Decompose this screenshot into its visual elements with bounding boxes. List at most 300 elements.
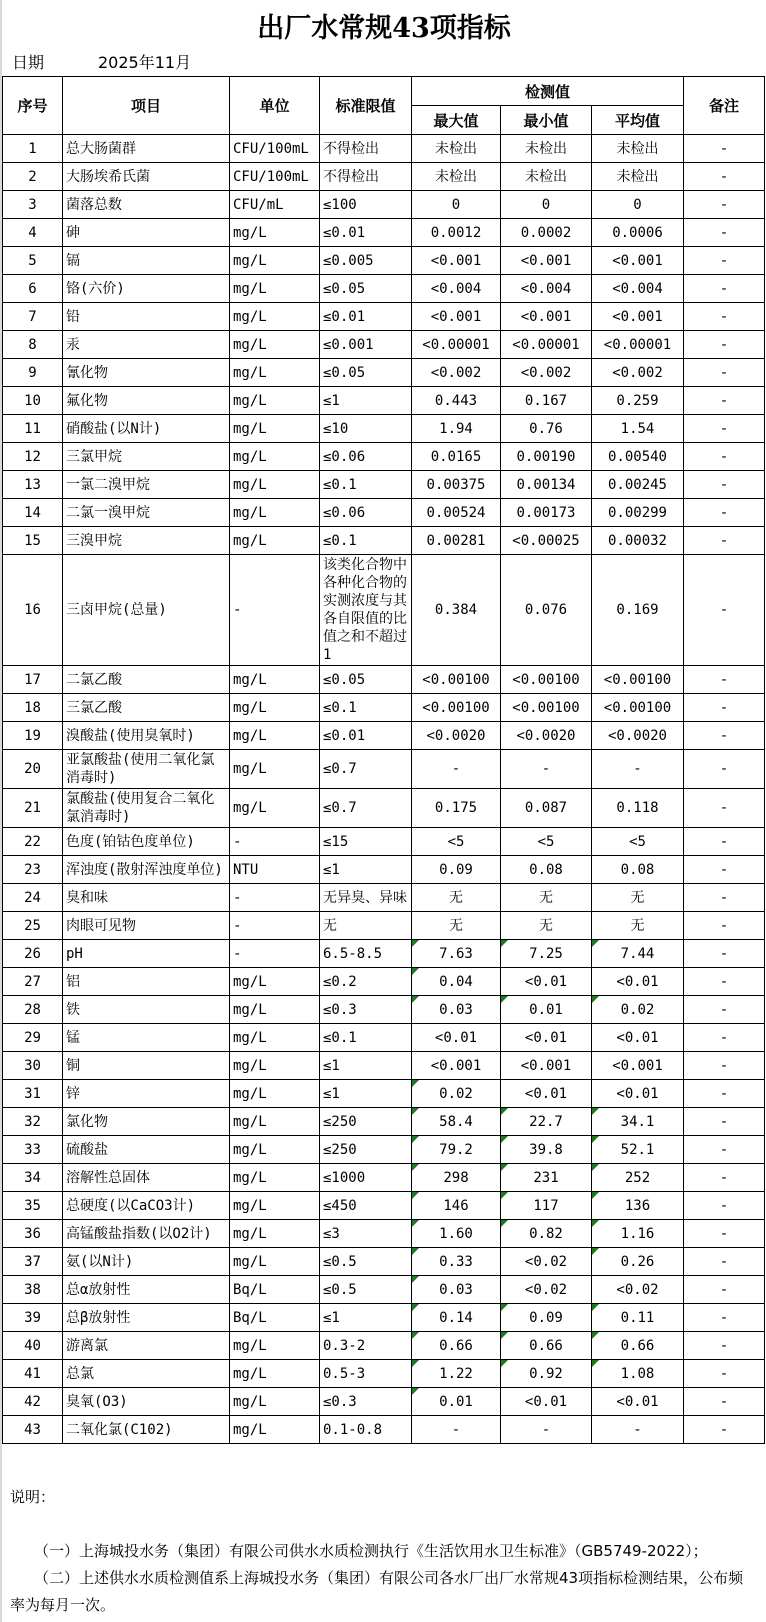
max-value-text: 0.66: [439, 1337, 473, 1354]
header-item: 项目: [63, 77, 230, 135]
cell-limit: [320, 1164, 412, 1192]
cell-min-value: [501, 219, 592, 247]
min-value-text: 0.00134: [516, 476, 576, 493]
cell-item: [63, 1052, 230, 1080]
green-triangle-marker: [412, 1080, 419, 1087]
item-text: 总β放射性: [66, 1309, 131, 1326]
avg-value-text: 0.00032: [607, 532, 667, 549]
serial-text: 32: [24, 1113, 41, 1130]
cell-limit: [320, 856, 412, 884]
note-line-2: （二）上述供水水质检测值系上海城投水务（集团）有限公司各水厂出厂水常规43项指标检测结果，公布频率为每月一次。: [10, 1569, 744, 1614]
min-value-text: <0.00025: [512, 532, 580, 549]
cell-serial: [3, 1248, 63, 1276]
unit-text: Bq/L: [233, 1281, 267, 1298]
cell-max-value: [412, 996, 501, 1024]
cell-limit: [320, 135, 412, 163]
cell-unit: [230, 555, 320, 666]
item-text: 一氯二溴甲烷: [66, 476, 150, 493]
note-text: -: [719, 196, 729, 213]
cell-avg-value: [592, 415, 684, 443]
note-text: -: [719, 364, 729, 381]
cell-unit: [230, 135, 320, 163]
item-text: 三卤甲烷(总量): [66, 602, 167, 618]
cell-serial: [3, 163, 63, 191]
cell-min-value: [501, 722, 592, 750]
note-text: -: [719, 252, 729, 269]
cell-avg-value: [592, 1080, 684, 1108]
cell-item: [63, 191, 230, 219]
cell-item: [63, 1192, 230, 1220]
unit-text: -: [233, 833, 242, 850]
note-text: -: [719, 1393, 729, 1410]
serial-text: 29: [24, 1029, 41, 1046]
limit-text: ≤450: [323, 1197, 357, 1214]
green-triangle-marker: [412, 1388, 419, 1395]
unit-text: -: [233, 917, 242, 934]
serial-text: 35: [24, 1197, 41, 1214]
table-row: [3, 219, 765, 247]
cell-min-value: [501, 1416, 592, 1444]
item-text: 铬(六价): [66, 280, 125, 297]
note-text: -: [719, 1085, 729, 1102]
cell-unit: [230, 1416, 320, 1444]
avg-value-text: 52.1: [620, 1141, 655, 1158]
cell-max-value: [412, 912, 501, 940]
unit-text: -: [233, 602, 242, 618]
avg-value-text: <0.00100: [603, 671, 672, 688]
serial-text: 23: [24, 861, 41, 878]
cell-note: [684, 1024, 765, 1052]
table-row: [3, 1024, 765, 1052]
cell-avg-value: [592, 359, 684, 387]
cell-avg-value: [592, 1192, 684, 1220]
note-text: -: [719, 973, 729, 990]
limit-text: ≤3: [323, 1225, 340, 1242]
avg-value-text: 无: [630, 917, 645, 934]
cell-serial: [3, 135, 63, 163]
min-value-text: -: [541, 1421, 551, 1438]
green-triangle-marker: [592, 1136, 599, 1143]
max-value-text: <0.001: [430, 252, 482, 269]
max-value-text: 0.384: [434, 602, 478, 618]
cell-unit: [230, 694, 320, 722]
note-text: -: [719, 224, 729, 241]
cell-limit: [320, 968, 412, 996]
cell-min-value: [501, 1024, 592, 1052]
item-text: 铁: [66, 1001, 80, 1018]
serial-text: 2: [28, 168, 37, 185]
cell-max-value: [412, 1304, 501, 1332]
green-triangle-marker: [501, 996, 508, 1003]
serial-text: 7: [28, 308, 37, 325]
cell-serial: [3, 1276, 63, 1304]
cell-unit: [230, 722, 320, 750]
cell-item: [63, 694, 230, 722]
green-triangle-marker: [501, 1164, 508, 1171]
serial-text: 42: [24, 1393, 41, 1410]
limit-text: ≤1: [323, 392, 340, 409]
min-value-text: 未检出: [525, 140, 567, 157]
limit-text: ≤100: [323, 196, 357, 213]
cell-max-value: [412, 1136, 501, 1164]
green-triangle-marker: [412, 968, 419, 975]
cell-unit: [230, 163, 320, 191]
cell-serial: [3, 912, 63, 940]
cell-item: [63, 471, 230, 499]
limit-text: ≤0.1: [323, 476, 357, 493]
cell-serial: [3, 1024, 63, 1052]
max-value-text: <0.0020: [426, 727, 486, 744]
green-triangle-marker: [412, 1192, 419, 1199]
cell-limit: [320, 996, 412, 1024]
cell-max-value: [412, 1164, 501, 1192]
unit-text: mg/L: [233, 392, 267, 409]
limit-text: ≤0.2: [323, 973, 357, 990]
cell-limit: [320, 1248, 412, 1276]
cell-note: [684, 163, 765, 191]
min-value-text: <0.00100: [512, 699, 580, 716]
cell-serial: [3, 968, 63, 996]
cell-avg-value: [592, 1108, 684, 1136]
date-row: [2, 48, 766, 74]
serial-text: 41: [24, 1365, 41, 1382]
cell-unit: [230, 1052, 320, 1080]
cell-avg-value: [592, 912, 684, 940]
min-value-text: <0.001: [520, 252, 572, 269]
note-text: -: [719, 1001, 729, 1018]
cell-serial: [3, 940, 63, 968]
cell-limit: [320, 275, 412, 303]
cell-min-value: [501, 1192, 592, 1220]
unit-text: mg/L: [233, 1057, 267, 1074]
cell-serial: [3, 555, 63, 666]
note-text: -: [719, 833, 729, 850]
max-value-text: <0.001: [430, 308, 482, 325]
item-text: 亚氯酸盐(使用二氧化氯消毒时): [66, 752, 215, 786]
cell-min-value: [501, 828, 592, 856]
max-value-text: <0.00100: [422, 671, 490, 688]
note-text: -: [719, 336, 729, 353]
cell-max-value: [412, 443, 501, 471]
cell-serial: [3, 1332, 63, 1360]
unit-text: mg/L: [233, 1197, 267, 1214]
cell-item: [63, 1388, 230, 1416]
unit-text: mg/L: [233, 973, 267, 990]
limit-text: ≤250: [323, 1113, 357, 1130]
cell-unit: [230, 415, 320, 443]
cell-unit: [230, 1024, 320, 1052]
serial-text: 8: [28, 336, 37, 353]
cell-limit: [320, 1332, 412, 1360]
item-text: 镉: [66, 252, 80, 269]
avg-value-text: <0.0020: [607, 727, 667, 744]
unit-text: -: [233, 945, 242, 962]
cell-note: [684, 135, 765, 163]
green-triangle-marker: [592, 1192, 599, 1199]
cell-avg-value: [592, 996, 684, 1024]
max-value-text: 58.4: [439, 1113, 473, 1130]
green-triangle-marker: [412, 1108, 419, 1115]
cell-min-value: [501, 499, 592, 527]
min-value-text: 0.76: [529, 420, 563, 437]
green-triangle-marker: [412, 1276, 419, 1283]
max-value-text: 未检出: [435, 168, 477, 185]
cell-max-value: [412, 856, 501, 884]
cell-unit: [230, 1388, 320, 1416]
table-row: [3, 856, 765, 884]
limit-text: ≤0.3: [323, 1393, 357, 1410]
table-row: [3, 387, 765, 415]
min-value-text: 117: [533, 1197, 559, 1214]
min-value-text: <0.01: [524, 1393, 568, 1410]
max-value-text: 0.03: [439, 1001, 473, 1018]
cell-unit: [230, 1080, 320, 1108]
cell-max-value: [412, 1024, 501, 1052]
avg-value-text: 34.1: [620, 1113, 655, 1130]
cell-unit: [230, 1108, 320, 1136]
unit-text: mg/L: [233, 1113, 267, 1130]
unit-text: mg/L: [233, 1253, 267, 1270]
limit-text: ≤0.3: [323, 1001, 357, 1018]
table-row: [3, 694, 765, 722]
avg-value-text: 0.00299: [607, 504, 667, 521]
table-row: [3, 1416, 765, 1444]
serial-text: 13: [24, 476, 41, 493]
min-value-text: 231: [533, 1169, 559, 1186]
note-text: -: [719, 1141, 729, 1158]
cell-min-value: [501, 856, 592, 884]
serial-text: 20: [24, 761, 41, 777]
table-row: [3, 722, 765, 750]
cell-item: [63, 1136, 230, 1164]
cell-note: [684, 331, 765, 359]
serial-text: 31: [24, 1085, 41, 1102]
note-text: -: [719, 392, 729, 409]
cell-avg-value: [592, 527, 684, 555]
table-row: [3, 1360, 765, 1388]
min-value-text: 7.25: [529, 945, 563, 962]
note-text: -: [719, 1225, 729, 1242]
cell-item: [63, 527, 230, 555]
cell-min-value: [501, 1304, 592, 1332]
cell-max-value: [412, 163, 501, 191]
unit-text: mg/L: [233, 504, 267, 521]
unit-text: mg/L: [233, 224, 267, 241]
cell-serial: [3, 527, 63, 555]
cell-min-value: [501, 996, 592, 1024]
cell-item: [63, 331, 230, 359]
cell-max-value: [412, 555, 501, 666]
serial-text: 11: [24, 420, 41, 437]
serial-text: 14: [24, 504, 41, 521]
cell-item: [63, 1164, 230, 1192]
cell-note: [684, 996, 765, 1024]
table-row: [3, 1108, 765, 1136]
cell-min-value: [501, 694, 592, 722]
cell-note: [684, 527, 765, 555]
cell-note: [684, 1248, 765, 1276]
cell-unit: [230, 471, 320, 499]
cell-min-value: [501, 527, 592, 555]
avg-value-text: <0.00001: [603, 336, 672, 353]
item-text: 总氯: [66, 1365, 94, 1382]
item-text: 菌落总数: [66, 196, 122, 213]
max-value-text: 1.94: [439, 420, 473, 437]
serial-text: 43: [24, 1421, 41, 1438]
limit-text: ≤0.01: [323, 308, 366, 325]
table-row: [3, 443, 765, 471]
cell-min-value: [501, 1220, 592, 1248]
unit-text: mg/L: [233, 1393, 267, 1410]
cell-serial: [3, 331, 63, 359]
note-text: -: [719, 1421, 729, 1438]
cell-serial: [3, 415, 63, 443]
cell-min-value: [501, 555, 592, 666]
cell-unit: [230, 940, 320, 968]
cell-serial: [3, 191, 63, 219]
table-row: [3, 499, 765, 527]
cell-limit: [320, 331, 412, 359]
cell-item: [63, 856, 230, 884]
unit-text: mg/L: [233, 761, 267, 777]
unit-text: mg/L: [233, 1029, 267, 1046]
max-value-text: 298: [443, 1169, 469, 1186]
cell-max-value: [412, 219, 501, 247]
cell-item: [63, 499, 230, 527]
unit-text: Bq/L: [233, 1309, 267, 1326]
cell-min-value: [501, 750, 592, 789]
item-text: 总大肠菌群: [66, 140, 136, 157]
avg-value-text: <0.001: [612, 308, 663, 325]
min-value-text: <0.002: [520, 364, 572, 381]
item-text: 肉眼可见物: [66, 917, 136, 934]
green-triangle-marker: [412, 1332, 419, 1339]
item-text: 氨(以N计): [66, 1253, 134, 1270]
cell-limit: [320, 750, 412, 789]
limit-text: ≤1000: [323, 1169, 366, 1186]
serial-text: 19: [24, 727, 41, 744]
cell-min-value: [501, 303, 592, 331]
avg-value-text: 0.08: [620, 861, 655, 878]
limit-text: ≤0.05: [323, 671, 366, 688]
limit-text: ≤0.5: [323, 1281, 357, 1298]
limit-text: 无异臭、异味: [323, 889, 407, 906]
cell-avg-value: [592, 1220, 684, 1248]
cell-unit: [230, 1220, 320, 1248]
cell-serial: [3, 1080, 63, 1108]
header-serial: 序号: [3, 77, 63, 135]
cell-limit: [320, 884, 412, 912]
avg-value-text: -: [633, 1421, 642, 1438]
max-value-text: 146: [443, 1197, 469, 1214]
min-value-text: 0.00173: [516, 504, 576, 521]
item-text: 铜: [66, 1057, 80, 1074]
table-row: [3, 996, 765, 1024]
cell-min-value: [501, 275, 592, 303]
avg-value-text: 0.169: [616, 602, 659, 618]
green-triangle-marker: [592, 996, 599, 1003]
max-value-text: 0.00375: [426, 476, 486, 493]
cell-avg-value: [592, 1360, 684, 1388]
avg-value-text: 0.259: [616, 392, 659, 409]
cell-min-value: [501, 471, 592, 499]
table-row: [3, 789, 765, 828]
cell-avg-value: [592, 828, 684, 856]
cell-note: [684, 884, 765, 912]
cell-note: [684, 694, 765, 722]
avg-value-text: 0.11: [620, 1309, 655, 1326]
cell-unit: [230, 828, 320, 856]
cell-avg-value: [592, 1416, 684, 1444]
limit-text: ≤0.1: [323, 699, 357, 716]
max-value-text: <0.00001: [422, 336, 490, 353]
cell-item: [63, 387, 230, 415]
note-text: -: [719, 1057, 729, 1074]
note-text: -: [719, 602, 729, 618]
item-text: 铝: [66, 973, 80, 990]
item-text: 铅: [66, 308, 80, 325]
avg-value-text: <0.002: [612, 364, 663, 381]
cell-avg-value: [592, 1164, 684, 1192]
avg-value-text: <0.00100: [603, 699, 672, 716]
header-min: 最小值: [501, 106, 592, 135]
cell-avg-value: [592, 940, 684, 968]
cell-avg-value: [592, 443, 684, 471]
max-value-text: 0: [451, 196, 461, 213]
table-row: [3, 191, 765, 219]
serial-text: 1: [28, 140, 37, 157]
limit-text: 无: [323, 917, 337, 934]
unit-text: mg/L: [233, 336, 267, 353]
table-row: [3, 163, 765, 191]
limit-text: ≤0.01: [323, 727, 366, 744]
max-value-text: 0.03: [439, 1281, 473, 1298]
item-text: 硝酸盐(以N计): [66, 420, 162, 437]
cell-min-value: [501, 666, 592, 694]
cell-item: [63, 722, 230, 750]
max-value-text: <0.001: [430, 1057, 482, 1074]
unit-text: mg/L: [233, 420, 267, 437]
cell-max-value: [412, 884, 501, 912]
item-text: 三氯乙酸: [66, 699, 122, 716]
serial-text: 3: [28, 196, 37, 213]
note-text: -: [719, 168, 729, 185]
cell-limit: [320, 303, 412, 331]
cell-max-value: [412, 191, 501, 219]
cell-limit: [320, 1388, 412, 1416]
cell-max-value: [412, 694, 501, 722]
unit-text: NTU: [233, 861, 259, 878]
unit-text: mg/L: [233, 364, 267, 381]
cell-min-value: [501, 912, 592, 940]
cell-avg-value: [592, 856, 684, 884]
max-value-text: 0.02: [439, 1085, 473, 1102]
item-text: 总α放射性: [66, 1281, 131, 1298]
green-triangle-marker: [592, 1108, 599, 1115]
cell-note: [684, 499, 765, 527]
cell-item: [63, 1220, 230, 1248]
min-value-text: <0.0020: [516, 727, 576, 744]
cell-avg-value: [592, 722, 684, 750]
cell-limit: [320, 1024, 412, 1052]
cell-note: [684, 415, 765, 443]
table-row: [3, 1052, 765, 1080]
cell-avg-value: [592, 303, 684, 331]
cell-min-value: [501, 163, 592, 191]
cell-limit: [320, 1192, 412, 1220]
avg-value-text: 136: [624, 1197, 651, 1214]
cell-limit: [320, 666, 412, 694]
